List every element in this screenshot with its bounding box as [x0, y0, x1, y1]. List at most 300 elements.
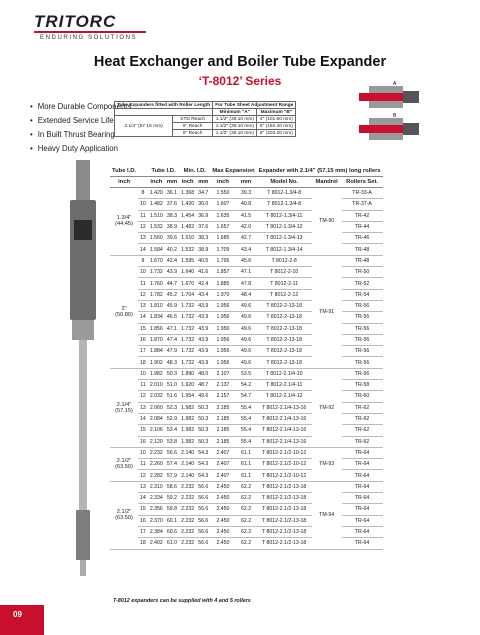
min-id-inch: 2.232 [179, 504, 196, 515]
tube-id-inch: 2.120 [148, 436, 165, 447]
max-mm: 62.2 [235, 526, 256, 537]
min-id-mm: 38.3 [196, 233, 210, 244]
tube-id-inch: 2.402 [148, 538, 165, 549]
tube-size-inch: 2" [121, 305, 127, 312]
min-id-inch: 1.640 [179, 267, 196, 278]
expander-selection-table: Tube I.D. Tube I.D. Min. I.D. Max Expansion Expander with 2.1/4" (57.15 mm) long rollers inch inch mm inch mm inch mm Model No. Mandrel Rollers Set. 1.3/4" (44.45) 8 1.420 36.1 1.368 34.7 1.550 39.3 T 8012-1.3/4-8 TM-90 TR-33-A 10 1.482 37.6 1.420 36.0 1.607 40.8 T 8012-1.3/4-8 TR-37-A 11 1.510 38.3 1.454 36.9 1.635 41.5 T 8012-1.3/4-11 TR-42 12 1.532 38.9 1.482 37.6 1.657 42.0 T 8012-1.3/4-12 TR-44 13 1.560 39.6 1.510 38.3 1.685 42.7 T 8012-1.3/4-13 TR-46 14 1.584 40.2 1.532 38.9 1.709 43.4 T 8012-1.3/4-14 TR-48 2" (50.80) 8 1.670 42.4 1.595 40.5 1.795 45.6 T 8012-2-8 TM-91 TR-48 10 1.732 43.9 1.640 41.6 1.857 47.1 T 8012-2-10 TR-50 11 1.760 44.7 1.670 42.4 1.885 47.8 T 8012-2-11 TR-52 12 1.782 45.2 1.704 43.4 1.970 48.4 T 8012-2-12 TR-54 13 1.810 45.9 1.732 43.9 1.956 49.6 T 8012-2-13-18 TR-56 14 1.834 46.5 1.732 43.9 1.956 49.6 T 8012-2-13-18 TR-56 15 1.856 47.1 1.732 43.9 1.956 49.6 T 8012-2-13-18 TR-56 16 1.870 47.4 1.732 43.9 1.956 49.6 T 8012-2-13-18 TR-56 17 1.884 47.9 1.732 43.9 1.956 49.6 T 8012-2-13-18 TR-56 18 1.902 48.3 1.732 43.9 1.956 49.6 T 8012-2-13-18 TR-56 2.1/4" (57.15) 10 1.982 50.3 1.890 48.0 2.107 53.5 T 8012-2.1/4-10 TM-92 TR-56 11 2.010 51.0 1.920 48.7 2.137 54.2 T 8012-2.1/4-11 TR-58 12 2.032 51.6 1.954 49.6 2.157 54.7 T 8012-2.1/4-12 TR-60 13 2.060 52.3 1.982 50.3 2.185 55.4 T 8012-2.1/4-13-16 TR-62 14 2.084 52.9 1.982 50.3 2.185 55.4 T 8012-2.1/4-13-16 TR-62 15 2.106 53.4 1.982 50.3 2.185 55.4 T 8012-2.1/4-13-16 TR-62 16 2.120 53.8 1.982 50.3 2.185 55.4 T 8012-2.1/4-13-16 TR-62 2.1/2" (63.50) 10 2.232 56.6 2.140 54.3 2.407 61.1 T 8012-2.1/2-10-12 TM-93 TR-64 11 2.260 57.4 2.140 54.3 2.407 61.1 T 8012-2.1/2-10-12 TR-64 12 2.282 57.9 2.140 54.3 2.407 61.1 T 8012-2.1/2-10-12 TR-64 2.1/2" (63.50) 13 2.310 58.6 2.232 56.6 2.450 62.2 T 8012-2.1/2-13-18 TM-94 TR-64 14 2.334 59.2 2.232 56.6 2.450 62.2 T 8012-2.1/2-13-18 TR-64 15 2.356 59.8 2.232 56.6 2.450 62.2 T 8012-2.1/2-13-18 TR-64 16 2.370 60.1 2.232 56.6 2.450 62.2 T 8012-2.1/2-13-18 TR-64 17 2.384 60.6 2.232 56.6 2.450 62.2 T 8012-2.1/2-13-18 TR-64 18 2.402 61.0 2.232 56.6 2.450 62.2 T 8012-2.1/2-13-18 TR-64 [110, 166, 383, 550]
max-inch: 1.956 [210, 323, 235, 334]
tube-id-mm: 57.9 [165, 470, 179, 481]
roller-set: TR-42 [342, 210, 383, 221]
tube-id-inch: 1.982 [148, 368, 165, 379]
tool-label-plate [74, 220, 92, 240]
min-id-mm: 43.9 [196, 357, 210, 368]
min-id-inch: 1.732 [179, 323, 196, 334]
gauge: 12 [138, 221, 148, 232]
max-mm: 55.4 [235, 413, 256, 424]
max-inch: 2.450 [210, 526, 235, 537]
max-inch: 1.635 [210, 210, 235, 221]
table-row [110, 188, 383, 199]
tube-size-mm: (44.45) [115, 221, 133, 228]
mandrel: TM-94 [312, 481, 342, 549]
tube-id-mm: 52.3 [165, 402, 179, 413]
model-no: T 8012-2-10 [257, 267, 312, 278]
table-row [110, 221, 383, 232]
roller-set: TR-50 [342, 267, 383, 278]
spec-max: 6" (152.40 mm) [257, 123, 296, 130]
min-id-inch: 2.232 [179, 515, 196, 526]
model-no: T 8012-2.1/2-13-18 [257, 504, 312, 515]
gauge: 10 [138, 368, 148, 379]
model-no: T 8012-2.1/4-11 [257, 380, 312, 391]
min-id-inch: 1.510 [179, 233, 196, 244]
brand-tagline: ENDURING SOLUTIONS [40, 35, 138, 41]
tube-id-mm: 39.6 [165, 233, 179, 244]
gauge: 12 [138, 470, 148, 481]
gauge: 13 [138, 300, 148, 311]
tool-roller-cage [76, 510, 90, 560]
table-row [110, 515, 383, 526]
model-no: T 8012-2.1/4-13-16 [257, 413, 312, 424]
table-row [110, 402, 383, 413]
max-inch: 2.450 [210, 515, 235, 526]
mandrel: TM-93 [312, 447, 342, 481]
max-inch: 1.956 [210, 346, 235, 357]
gauge: 15 [138, 425, 148, 436]
min-id-inch: 1.704 [179, 289, 196, 300]
roller-set: TR-56 [342, 334, 383, 345]
min-id-mm: 56.6 [196, 538, 210, 549]
min-id-mm: 43.9 [196, 312, 210, 323]
table-row [110, 210, 383, 221]
min-id-inch: 1.732 [179, 300, 196, 311]
min-id-inch: 1.732 [179, 334, 196, 345]
max-mm: 49.6 [235, 334, 256, 345]
min-id-inch: 2.232 [179, 538, 196, 549]
spec-min: 1.1/2" (38.10 mm) [213, 116, 257, 123]
tube-id-mm: 59.8 [165, 504, 179, 515]
min-id-mm: 50.3 [196, 425, 210, 436]
tube-id-mm: 42.4 [165, 255, 179, 266]
min-id-mm: 50.3 [196, 402, 210, 413]
tube-id-inch: 2.010 [148, 380, 165, 391]
roller-set: TR-64 [342, 470, 383, 481]
spec-reach: 6" Reach [173, 123, 213, 130]
col-unit-inch: inch [110, 177, 138, 188]
roller-set: TR-48 [342, 244, 383, 255]
gauge: 13 [138, 481, 148, 492]
table-row [110, 504, 383, 515]
spec-reach: STD Reach [173, 116, 213, 123]
spec-header-expanders: Tube Expanders fitted with Roller Length [115, 102, 213, 109]
tube-id-inch: 2.310 [148, 481, 165, 492]
page-number: 09 [13, 610, 22, 619]
brand-logo [34, 8, 144, 48]
model-no: T 8012-1.3/4-8 [257, 199, 312, 210]
tube-id-mm: 36.1 [165, 188, 179, 199]
col-rollers: Rollers Set. [342, 177, 383, 188]
tube-id-inch: 1.532 [148, 221, 165, 232]
tool-shank [76, 160, 90, 200]
gauge: 14 [138, 413, 148, 424]
min-id-inch: 1.982 [179, 402, 196, 413]
tube-id-inch: 2.384 [148, 526, 165, 537]
tube-sheet-diagram [355, 80, 435, 150]
roller-set: TR-56 [342, 323, 383, 334]
tube-id-mm: 61.0 [165, 538, 179, 549]
tube-id-inch: 2.370 [148, 515, 165, 526]
max-inch: 2.450 [210, 504, 235, 515]
gauge: 14 [138, 312, 148, 323]
model-no: T 8012-1.3/4-13 [257, 233, 312, 244]
tube-size-inch: 2.1/2" [116, 509, 132, 516]
table-row [110, 267, 383, 278]
model-no: T 8012-2-13-18 [257, 312, 312, 323]
spec-min: 1.1/2" (38.10 mm) [213, 130, 257, 137]
max-inch: 1.956 [210, 334, 235, 345]
min-id-mm: 56.6 [196, 515, 210, 526]
min-id-mm: 48.0 [196, 368, 210, 379]
tube-id-inch: 1.760 [148, 278, 165, 289]
max-mm: 42.0 [235, 221, 256, 232]
min-id-mm: 36.0 [196, 199, 210, 210]
tube-id-mm: 47.9 [165, 346, 179, 357]
tube-size-inch: 1.3/4" [116, 215, 132, 222]
max-inch: 2.107 [210, 368, 235, 379]
min-id-mm: 56.6 [196, 504, 210, 515]
gauge: 8 [138, 188, 148, 199]
model-no: T 8012-2-13-18 [257, 346, 312, 357]
expander-head-b [403, 123, 419, 135]
max-mm: 43.4 [235, 244, 256, 255]
tube-id-inch: 2.032 [148, 391, 165, 402]
max-inch: 1.956 [210, 357, 235, 368]
roller-set: TR-37-A [342, 199, 383, 210]
max-inch: 2.407 [210, 459, 235, 470]
gauge: 15 [138, 323, 148, 334]
tube-size-cell [110, 255, 138, 368]
gauge: 13 [138, 402, 148, 413]
feature-item: • In Built Thrust Bearing [30, 128, 131, 142]
roller-set: TR-48 [342, 255, 383, 266]
min-id-mm: 49.6 [196, 391, 210, 402]
min-id-inch: 1.890 [179, 368, 196, 379]
min-id-mm: 34.7 [196, 188, 210, 199]
max-inch: 1.657 [210, 221, 235, 232]
min-id-inch: 1.454 [179, 210, 196, 221]
tube-size-cell [110, 447, 138, 481]
tube-id-mm: 60.6 [165, 526, 179, 537]
max-mm: 53.5 [235, 368, 256, 379]
min-id-inch: 2.140 [179, 470, 196, 481]
model-no: T 8012-2.1/2-13-18 [257, 493, 312, 504]
min-id-mm: 43.9 [196, 300, 210, 311]
label-b: B [393, 113, 397, 119]
roller-set: TR-56 [342, 300, 383, 311]
tube-size-mm: (63.50) [115, 515, 133, 522]
min-id-inch: 1.482 [179, 221, 196, 232]
max-mm: 47.1 [235, 267, 256, 278]
col-model: Model No. [257, 177, 312, 188]
model-no: T 8012-2.1/4-13-16 [257, 402, 312, 413]
max-mm: 39.3 [235, 188, 256, 199]
roller-set: TR-56 [342, 312, 383, 323]
model-no: T 8012-1.3/4-14 [257, 244, 312, 255]
tube-expander-image [58, 160, 108, 580]
gauge: 12 [138, 289, 148, 300]
tube-size-mm: (63.50) [115, 464, 133, 471]
max-inch: 2.157 [210, 391, 235, 402]
gauge: 11 [138, 210, 148, 221]
model-no: T 8012-1.3/4-11 [257, 210, 312, 221]
roller-set: TR-52 [342, 278, 383, 289]
gauge: 18 [138, 538, 148, 549]
tube-id-inch: 1.902 [148, 357, 165, 368]
max-inch: 2.185 [210, 413, 235, 424]
gauge: 8 [138, 255, 148, 266]
table-row [110, 289, 383, 300]
min-id-mm: 56.6 [196, 526, 210, 537]
model-no: T 8012-1.3/4-12 [257, 221, 312, 232]
tube-id-inch: 1.732 [148, 267, 165, 278]
max-inch: 1.956 [210, 312, 235, 323]
tube-id-mm: 60.1 [165, 515, 179, 526]
max-mm: 62.2 [235, 515, 256, 526]
min-id-mm: 43.9 [196, 346, 210, 357]
tube-id-inch: 2.282 [148, 470, 165, 481]
max-inch: 2.450 [210, 493, 235, 504]
tube-id-mm: 48.3 [165, 357, 179, 368]
table-row [110, 278, 383, 289]
model-no: T 8012-2.1/4-12 [257, 391, 312, 402]
mandrel: TM-90 [312, 188, 342, 256]
roller-set: TR-64 [342, 493, 383, 504]
roller-set: TR-64 [342, 481, 383, 492]
gauge: 15 [138, 504, 148, 515]
max-mm: 55.4 [235, 425, 256, 436]
table-row [110, 447, 383, 458]
col-max-expansion: Max Expansion [210, 166, 256, 177]
min-id-inch: 2.140 [179, 447, 196, 458]
max-inch: 1.956 [210, 300, 235, 311]
tube-id-inch: 2.106 [148, 425, 165, 436]
tool-mandrel [79, 340, 87, 510]
table-row [110, 493, 383, 504]
tube-id-inch: 2.260 [148, 459, 165, 470]
model-no: T 8012-2-13-18 [257, 334, 312, 345]
roller-set: TR-64 [342, 538, 383, 549]
min-id-mm: 37.6 [196, 221, 210, 232]
max-mm: 54.2 [235, 380, 256, 391]
max-mm: 45.6 [235, 255, 256, 266]
min-id-mm: 50.3 [196, 436, 210, 447]
roller-set: TR-33-A [342, 188, 383, 199]
spec-header-range: For Tube Sheet Adjustment Range [213, 102, 296, 109]
max-inch: 1.885 [210, 278, 235, 289]
table-row [110, 312, 383, 323]
feature-item: • Extended Service Life [30, 114, 131, 128]
model-no: T 8012-2.1/2-13-18 [257, 515, 312, 526]
col-tube-gauge: Tube I.D. [148, 166, 179, 177]
max-mm: 41.5 [235, 210, 256, 221]
tube-id-inch: 1.584 [148, 244, 165, 255]
brand-name: TRITORC [34, 12, 117, 31]
tube-id-mm: 38.3 [165, 210, 179, 221]
roller-set: TR-62 [342, 402, 383, 413]
tool-collar [72, 320, 94, 340]
roller-set: TR-64 [342, 447, 383, 458]
tube-id-inch: 1.420 [148, 188, 165, 199]
max-inch: 1.795 [210, 255, 235, 266]
max-inch: 2.185 [210, 425, 235, 436]
max-mm: 62.2 [235, 493, 256, 504]
min-id-mm: 43.4 [196, 289, 210, 300]
tube-id-mm: 45.2 [165, 289, 179, 300]
table-row [110, 391, 383, 402]
table-row [110, 368, 383, 379]
max-inch: 2.185 [210, 436, 235, 447]
gauge: 10 [138, 199, 148, 210]
tube-size-mm: (57.15) [115, 407, 133, 414]
tube-size-mm: (50.80) [115, 311, 133, 318]
max-mm: 61.1 [235, 470, 256, 481]
tube-id-inch: 1.510 [148, 210, 165, 221]
tube-id-inch: 1.834 [148, 312, 165, 323]
max-inch: 1.970 [210, 289, 235, 300]
tube-id-mm: 51.0 [165, 380, 179, 391]
tube-id-mm: 47.4 [165, 334, 179, 345]
roller-set: TR-62 [342, 425, 383, 436]
tube-size-cell [110, 188, 138, 256]
model-no: T 8012-2.1/2-13-18 [257, 526, 312, 537]
model-no: T 8012-2-13-18 [257, 300, 312, 311]
model-no: T 8012-2.1/2-13-18 [257, 538, 312, 549]
tube-id-mm: 57.4 [165, 459, 179, 470]
table-row [110, 413, 383, 424]
table-row [110, 255, 383, 266]
roller-set: TR-46 [342, 233, 383, 244]
model-no: T 8012-2.1/4-10 [257, 368, 312, 379]
max-mm: 49.6 [235, 357, 256, 368]
min-id-mm: 42.4 [196, 278, 210, 289]
tube-id-inch: 1.782 [148, 289, 165, 300]
adjustment-range-table [114, 101, 296, 137]
gauge: 16 [138, 334, 148, 345]
spec-reach: 8" Reach [173, 130, 213, 137]
model-no: T 8012-2.1/2-10-12 [257, 447, 312, 458]
col-min-id: Min. I.D. [179, 166, 210, 177]
min-id-inch: 1.982 [179, 425, 196, 436]
max-mm: 62.2 [235, 538, 256, 549]
table-row [110, 199, 383, 210]
max-inch: 1.685 [210, 233, 235, 244]
min-id-inch: 1.732 [179, 312, 196, 323]
spec-max: 8" (203.20 mm) [257, 130, 296, 137]
tube-id-mm: 50.3 [165, 368, 179, 379]
tube-id-mm: 59.2 [165, 493, 179, 504]
table-row [110, 300, 383, 311]
table-row [110, 357, 383, 368]
table-row [110, 380, 383, 391]
table-row [110, 436, 383, 447]
max-mm: 55.4 [235, 436, 256, 447]
roller-set: TR-64 [342, 515, 383, 526]
roller-set: TR-64 [342, 504, 383, 515]
tube-id-mm: 45.9 [165, 300, 179, 311]
tube-size-cell [110, 481, 138, 549]
max-mm: 49.6 [235, 346, 256, 357]
tube-size-inch: 2.1/2" [116, 458, 132, 465]
model-no: T 8012-2.1/2-10-12 [257, 459, 312, 470]
min-id-mm: 54.3 [196, 459, 210, 470]
tube-id-mm: 53.4 [165, 425, 179, 436]
spec-header-max: Maximum "B" [257, 109, 296, 116]
max-inch: 1.709 [210, 244, 235, 255]
max-inch: 2.450 [210, 538, 235, 549]
logo-underline [34, 31, 146, 33]
tube-id-inch: 2.232 [148, 447, 165, 458]
tube-id-mm: 52.9 [165, 413, 179, 424]
roller-set: TR-62 [342, 436, 383, 447]
min-id-inch: 1.420 [179, 199, 196, 210]
table-row [110, 334, 383, 345]
model-no: T 8012-2.1/2-13-18 [257, 481, 312, 492]
model-no: T 8012-1.3/4-8 [257, 188, 312, 199]
roller-set: TR-62 [342, 413, 383, 424]
min-id-inch: 2.232 [179, 526, 196, 537]
max-inch: 2.137 [210, 380, 235, 391]
min-id-inch: 1.670 [179, 278, 196, 289]
max-mm: 48.4 [235, 289, 256, 300]
spec-size: 2.1/4" (57.15 mm) [115, 116, 173, 137]
max-inch: 1.550 [210, 188, 235, 199]
col-tube-id: Tube I.D. [110, 166, 138, 177]
table-row [110, 323, 383, 334]
tube-id-inch: 1.482 [148, 199, 165, 210]
roller-set: TR-58 [342, 380, 383, 391]
min-id-mm: 36.9 [196, 210, 210, 221]
min-id-inch: 2.140 [179, 459, 196, 470]
col-expander: Expander with 2.1/4" (57.15 mm) long rollers [257, 166, 383, 177]
min-id-mm: 56.6 [196, 493, 210, 504]
tube-id-mm: 51.6 [165, 391, 179, 402]
gauge: 14 [138, 493, 148, 504]
model-no: T 8012-2-11 [257, 278, 312, 289]
tube-id-mm: 37.6 [165, 199, 179, 210]
tool-body [70, 200, 96, 320]
tube-id-mm: 47.1 [165, 323, 179, 334]
min-id-mm: 54.3 [196, 470, 210, 481]
roller-set: TR-56 [342, 346, 383, 357]
tube-id-mm: 40.2 [165, 244, 179, 255]
tube-size-cell [110, 368, 138, 447]
max-inch: 1.607 [210, 199, 235, 210]
min-id-mm: 56.6 [196, 481, 210, 492]
footnote: T-8012 expanders can be supplied with 4 and 5 rollers [113, 598, 251, 604]
min-id-inch: 1.732 [179, 357, 196, 368]
min-id-inch: 1.982 [179, 436, 196, 447]
max-inch: 2.185 [210, 402, 235, 413]
tube-id-mm: 58.6 [165, 481, 179, 492]
roller-set: TR-60 [342, 391, 383, 402]
tube-id-inch: 1.856 [148, 323, 165, 334]
spec-max: 4" (101.60 mm) [257, 116, 296, 123]
min-id-mm: 41.6 [196, 267, 210, 278]
feature-item: • More Durable Components [30, 100, 131, 114]
max-mm: 62.2 [235, 481, 256, 492]
series-subtitle: ‘T-8012’ Series [198, 74, 282, 88]
gauge: 12 [138, 391, 148, 402]
max-mm: 42.7 [235, 233, 256, 244]
